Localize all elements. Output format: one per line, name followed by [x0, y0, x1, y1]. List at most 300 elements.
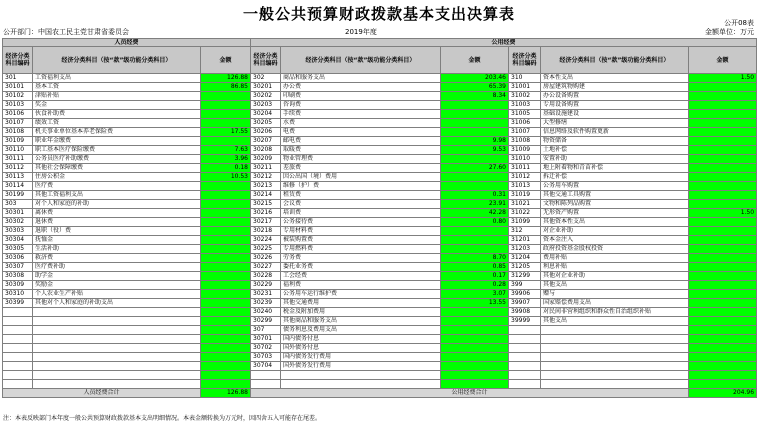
amount-cell: 9.53: [441, 146, 509, 155]
amount-cell: [201, 290, 251, 299]
col-header-name: 经济分类科目（按“款”级功能分类科目）: [281, 47, 441, 74]
amount-cell: 42.28: [441, 209, 509, 218]
code-cell: [3, 362, 33, 371]
code-cell: 312: [509, 227, 541, 236]
code-cell: 307: [251, 326, 281, 335]
amount-cell: [441, 353, 509, 362]
amount-cell: [689, 227, 757, 236]
name-cell: [33, 380, 201, 389]
table-row: [3, 254, 757, 263]
code-cell: 30302: [3, 218, 33, 227]
code-cell: 30399: [3, 299, 33, 308]
code-cell: 30224: [251, 236, 281, 245]
amount-cell: [689, 110, 757, 119]
code-cell: 30240: [251, 308, 281, 317]
table-row: [3, 92, 757, 101]
name-cell: 租赁费: [281, 191, 441, 200]
name-cell: 专用设备购置: [541, 101, 689, 110]
name-cell: 抚恤金: [33, 236, 201, 245]
amount-cell: [201, 119, 251, 128]
code-cell: 30207: [251, 137, 281, 146]
code-cell: 30209: [251, 155, 281, 164]
code-cell: 30213: [251, 182, 281, 191]
amount-cell: [689, 362, 757, 371]
amount-cell: [201, 380, 251, 389]
code-cell: 30701: [251, 335, 281, 344]
personnel-total-value: 126.88: [201, 389, 251, 398]
amount-cell: [689, 299, 757, 308]
name-cell: [541, 335, 689, 344]
code-cell: 30211: [251, 164, 281, 173]
table-row: [3, 326, 757, 335]
code-cell: [3, 344, 33, 353]
code-cell: 30214: [251, 191, 281, 200]
code-cell: 30111: [3, 155, 33, 164]
amount-cell: 65.39: [441, 83, 509, 92]
amount-cell: [689, 263, 757, 272]
amount-cell: [441, 371, 509, 380]
amount-cell: [441, 245, 509, 254]
name-cell: 专用燃料费: [281, 245, 441, 254]
code-cell: 31005: [509, 110, 541, 119]
amount-cell: [689, 290, 757, 299]
code-cell: 30217: [251, 218, 281, 227]
code-cell: 31204: [509, 254, 541, 263]
code-cell: [509, 371, 541, 380]
amount-cell: 86.85: [201, 83, 251, 92]
name-cell: 国内债务发行费用: [281, 353, 441, 362]
col-header-amount: 金额: [201, 47, 251, 74]
amount-cell: 8.70: [441, 254, 509, 263]
amount-cell: 8.34: [441, 92, 509, 101]
amount-cell: [201, 200, 251, 209]
name-cell: 奖金: [33, 101, 201, 110]
code-cell: 30225: [251, 245, 281, 254]
code-cell: [3, 317, 33, 326]
name-cell: [541, 371, 689, 380]
name-cell: 物业管理费: [281, 155, 441, 164]
amount-cell: [689, 173, 757, 182]
amount-cell: [441, 119, 509, 128]
name-cell: 因公出国（境）费用: [281, 173, 441, 182]
col-header-name: 经济分类科目（按“款”级功能分类科目）: [33, 47, 201, 74]
code-cell: 30199: [3, 191, 33, 200]
amount-cell: [689, 281, 757, 290]
name-cell: 办公费: [281, 83, 441, 92]
table-row: [3, 119, 757, 128]
name-cell: 费用补贴: [541, 254, 689, 263]
table-row: [3, 74, 757, 83]
name-cell: [33, 335, 201, 344]
col-header-amount: 金额: [689, 47, 757, 74]
name-cell: 无形资产购置: [541, 209, 689, 218]
name-cell: [281, 371, 441, 380]
amount-cell: [441, 317, 509, 326]
table-row: [3, 371, 757, 380]
code-cell: 31022: [509, 209, 541, 218]
amount-cell: [441, 236, 509, 245]
code-cell: 30306: [3, 254, 33, 263]
code-cell: [509, 362, 541, 371]
name-cell: 公务用车运行维护费: [281, 290, 441, 299]
name-cell: 生活补助: [33, 245, 201, 254]
code-cell: [3, 380, 33, 389]
table-row: [3, 299, 757, 308]
code-cell: 30202: [251, 92, 281, 101]
name-cell: 职业年金缴费: [33, 137, 201, 146]
amount-cell: [201, 92, 251, 101]
table-row: [3, 380, 757, 389]
name-cell: [33, 362, 201, 371]
name-cell: 电费: [281, 128, 441, 137]
name-cell: 对个人和家庭的补助: [33, 200, 201, 209]
name-cell: 房屋建筑物购建: [541, 83, 689, 92]
amount-cell: [441, 110, 509, 119]
name-cell: 津贴补贴: [33, 92, 201, 101]
amount-cell: [441, 344, 509, 353]
name-cell: 国家赔偿费用支出: [541, 299, 689, 308]
amount-cell: [441, 155, 509, 164]
amount-cell: [689, 353, 757, 362]
code-cell: 399: [509, 281, 541, 290]
name-cell: 助学金: [33, 272, 201, 281]
amount-cell: [441, 227, 509, 236]
amount-cell: 126.88: [201, 74, 251, 83]
amount-cell: [201, 263, 251, 272]
code-cell: 30229: [251, 281, 281, 290]
amount-cell: 3.96: [201, 155, 251, 164]
table-row: [3, 83, 757, 92]
name-cell: 其他商品和服务支出: [281, 317, 441, 326]
code-cell: 30212: [251, 173, 281, 182]
amount-cell: 7.63: [201, 146, 251, 155]
name-cell: 国外债务付息: [281, 344, 441, 353]
code-cell: [251, 380, 281, 389]
amount-cell: 1.50: [689, 209, 757, 218]
code-cell: 31006: [509, 119, 541, 128]
code-cell: [3, 335, 33, 344]
amount-cell: 203.46: [441, 74, 509, 83]
name-cell: 会议费: [281, 200, 441, 209]
code-cell: 30228: [251, 272, 281, 281]
amount-cell: [689, 344, 757, 353]
name-cell: 其他支出: [541, 281, 689, 290]
table-row: [3, 263, 757, 272]
code-cell: 31008: [509, 137, 541, 146]
code-cell: 31201: [509, 236, 541, 245]
amount-cell: 0.85: [441, 263, 509, 272]
code-cell: 30203: [251, 101, 281, 110]
code-cell: 39906: [509, 290, 541, 299]
name-cell: 福利费: [281, 281, 441, 290]
name-cell: 信息网络及软件购置更新: [541, 128, 689, 137]
amount-cell: [441, 308, 509, 317]
name-cell: 个人农业生产补贴: [33, 290, 201, 299]
name-cell: 医疗费: [33, 182, 201, 191]
public-total-label: 公用经费合计: [251, 389, 689, 398]
name-cell: 土地补偿: [541, 146, 689, 155]
expenditure-table: [2, 38, 757, 398]
amount-cell: [201, 209, 251, 218]
amount-cell: 17.55: [201, 128, 251, 137]
amount-cell: [689, 128, 757, 137]
code-cell: 30226: [251, 254, 281, 263]
name-cell: [281, 380, 441, 389]
code-cell: 30303: [3, 227, 33, 236]
amount-cell: [441, 128, 509, 137]
name-cell: 伙食补助费: [33, 110, 201, 119]
table-row: [3, 191, 757, 200]
name-cell: 水费: [281, 119, 441, 128]
code-cell: 301: [3, 74, 33, 83]
code-cell: [3, 326, 33, 335]
amount-cell: [689, 92, 757, 101]
name-cell: [541, 344, 689, 353]
code-cell: 31009: [509, 146, 541, 155]
name-cell: 救济费: [33, 254, 201, 263]
amount-cell: [441, 182, 509, 191]
name-cell: 被装购置费: [281, 236, 441, 245]
table-row: [3, 290, 757, 299]
name-cell: 咨询费: [281, 101, 441, 110]
name-cell: [541, 353, 689, 362]
code-cell: 31012: [509, 173, 541, 182]
name-cell: 离休费: [33, 209, 201, 218]
table-row: [3, 362, 757, 371]
name-cell: [541, 326, 689, 335]
table-row: [3, 344, 757, 353]
amount-cell: 0.80: [441, 218, 509, 227]
table-row: [3, 146, 757, 155]
code-cell: 30215: [251, 200, 281, 209]
code-cell: [509, 335, 541, 344]
code-cell: 30204: [251, 110, 281, 119]
code-cell: 31007: [509, 128, 541, 137]
amount-cell: [201, 182, 251, 191]
amount-cell: 0.28: [441, 281, 509, 290]
name-cell: 拆迁补偿: [541, 173, 689, 182]
amount-cell: [689, 119, 757, 128]
col-header-amount: 金额: [441, 47, 509, 74]
amount-cell: [689, 308, 757, 317]
report-title: 一般公共预算财政拨款基本支出决算表: [242, 5, 515, 23]
name-cell: 维修（护）费: [281, 182, 441, 191]
code-cell: [251, 371, 281, 380]
name-cell: 其他工资福利支出: [33, 191, 201, 200]
table-row: [3, 155, 757, 164]
fiscal-year: 2019年度: [345, 28, 377, 36]
code-cell: 31010: [509, 155, 541, 164]
table-row: [3, 101, 757, 110]
code-cell: 30201: [251, 83, 281, 92]
amount-cell: [689, 245, 757, 254]
col-header-code: 经济分类科目编码: [251, 47, 281, 74]
table-row: [3, 209, 757, 218]
name-cell: 基本工资: [33, 83, 201, 92]
amount-cell: [201, 191, 251, 200]
code-cell: [509, 326, 541, 335]
code-cell: 302: [251, 74, 281, 83]
table-row: [3, 353, 757, 362]
code-cell: 30103: [3, 101, 33, 110]
amount-cell: [689, 137, 757, 146]
name-cell: 劳务费: [281, 254, 441, 263]
amount-cell: [201, 272, 251, 281]
code-cell: 30108: [3, 128, 33, 137]
code-cell: [3, 353, 33, 362]
name-cell: 其他资本性支出: [541, 218, 689, 227]
amount-cell: [689, 254, 757, 263]
name-cell: 印刷费: [281, 92, 441, 101]
table-row: [3, 236, 757, 245]
table-row: [3, 137, 757, 146]
code-cell: 31021: [509, 200, 541, 209]
code-cell: 39907: [509, 299, 541, 308]
col-header-name: 经济分类科目（按“款”级功能分类科目）: [541, 47, 689, 74]
col-header-code: 经济分类科目编码: [3, 47, 33, 74]
amount-cell: [689, 83, 757, 92]
section-personnel: 人员经费: [3, 39, 251, 47]
name-cell: 其他交通费用: [281, 299, 441, 308]
name-cell: [33, 308, 201, 317]
code-cell: [3, 308, 33, 317]
amount-cell: 0.18: [201, 164, 251, 173]
name-cell: 医疗费补助: [33, 263, 201, 272]
name-cell: 物资储备: [541, 137, 689, 146]
name-cell: 专用材料费: [281, 227, 441, 236]
name-cell: 工资福利支出: [33, 74, 201, 83]
amount-cell: [689, 155, 757, 164]
amount-cell: [201, 110, 251, 119]
code-cell: 303: [3, 200, 33, 209]
amount-cell: [689, 146, 757, 155]
amount-cell: 1.50: [689, 74, 757, 83]
public-total-value: 204.96: [689, 389, 757, 398]
name-cell: 国外债务发行费用: [281, 362, 441, 371]
amount-cell: [201, 137, 251, 146]
amount-cell: [689, 236, 757, 245]
table-row: [3, 173, 757, 182]
code-cell: 31299: [509, 272, 541, 281]
name-cell: 地上附着物和青苗补偿: [541, 164, 689, 173]
amount-cell: [441, 101, 509, 110]
name-cell: 培训费: [281, 209, 441, 218]
name-cell: 其他社会保障缴费: [33, 164, 201, 173]
code-cell: 30208: [251, 146, 281, 155]
code-cell: [509, 380, 541, 389]
amount-cell: 0.17: [441, 272, 509, 281]
amount-cell: [201, 317, 251, 326]
amount-cell: [689, 200, 757, 209]
code-cell: 30205: [251, 119, 281, 128]
amount-cell: [689, 317, 757, 326]
name-cell: [541, 380, 689, 389]
code-cell: 30112: [3, 164, 33, 173]
name-cell: 其他交通工具购置: [541, 191, 689, 200]
name-cell: 对民间非营利组织和群众性自治组织补贴: [541, 308, 689, 317]
name-cell: 其他对企业补助: [541, 272, 689, 281]
amount-cell: [689, 326, 757, 335]
amount-cell: 9.98: [441, 137, 509, 146]
section-public: 公用经费: [251, 39, 757, 47]
amount-cell: [201, 245, 251, 254]
amount-cell: [201, 362, 251, 371]
name-cell: 职工基本医疗保险缴费: [33, 146, 201, 155]
amount-cell: [689, 101, 757, 110]
code-cell: 31001: [509, 83, 541, 92]
name-cell: 工会经费: [281, 272, 441, 281]
name-cell: 奖励金: [33, 281, 201, 290]
code-cell: 30301: [3, 209, 33, 218]
name-cell: 对企业补助: [541, 227, 689, 236]
amount-cell: [441, 173, 509, 182]
amount-cell: [201, 353, 251, 362]
name-cell: 住房公积金: [33, 173, 201, 182]
amount-unit: 金额单位：万元: [705, 28, 754, 36]
table-row: [3, 218, 757, 227]
amount-cell: [201, 344, 251, 353]
name-cell: 资本性支出: [541, 74, 689, 83]
code-cell: 31203: [509, 245, 541, 254]
code-cell: [3, 371, 33, 380]
name-cell: 政府投资基金股权投资: [541, 245, 689, 254]
code-cell: 31011: [509, 164, 541, 173]
footnote: 注：本表反映部门本年度一般公共预算财政拨款基本支出明细情况。本表金额转换为万元时，因四舍五入可能存在尾差。: [3, 415, 322, 422]
amount-cell: [201, 227, 251, 236]
code-cell: 30114: [3, 182, 33, 191]
code-cell: 31099: [509, 218, 541, 227]
name-cell: 商品和服务支出: [281, 74, 441, 83]
amount-cell: [441, 335, 509, 344]
table-row: [3, 335, 757, 344]
amount-cell: [689, 335, 757, 344]
code-cell: 30110: [3, 146, 33, 155]
name-cell: 文物和陈列品购置: [541, 200, 689, 209]
name-cell: 大型修缮: [541, 119, 689, 128]
code-cell: 30102: [3, 92, 33, 101]
name-cell: 公务员医疗补助缴费: [33, 155, 201, 164]
amount-cell: [689, 182, 757, 191]
name-cell: 国内债务付息: [281, 335, 441, 344]
code-cell: 30703: [251, 353, 281, 362]
amount-cell: [201, 101, 251, 110]
code-cell: 30310: [3, 290, 33, 299]
name-cell: 绩效工资: [33, 119, 201, 128]
amount-cell: [689, 272, 757, 281]
amount-cell: 0.31: [441, 191, 509, 200]
amount-cell: [441, 362, 509, 371]
code-cell: 30113: [3, 173, 33, 182]
table-row: [3, 317, 757, 326]
name-cell: 公务接待费: [281, 218, 441, 227]
form-number: 公开08表: [724, 19, 754, 27]
table-row: [3, 110, 757, 119]
name-cell: 税金及附加费用: [281, 308, 441, 317]
code-cell: 31002: [509, 92, 541, 101]
amount-cell: [201, 335, 251, 344]
code-cell: 30216: [251, 209, 281, 218]
code-cell: 30206: [251, 128, 281, 137]
department-label: 公开部门：中国农工民主党甘肃省委员会: [3, 28, 129, 36]
amount-cell: [201, 371, 251, 380]
amount-cell: [689, 218, 757, 227]
name-cell: 手续费: [281, 110, 441, 119]
code-cell: 30101: [3, 83, 33, 92]
code-cell: 30106: [3, 110, 33, 119]
code-cell: 30307: [3, 263, 33, 272]
amount-cell: [689, 380, 757, 389]
name-cell: 委托业务费: [281, 263, 441, 272]
